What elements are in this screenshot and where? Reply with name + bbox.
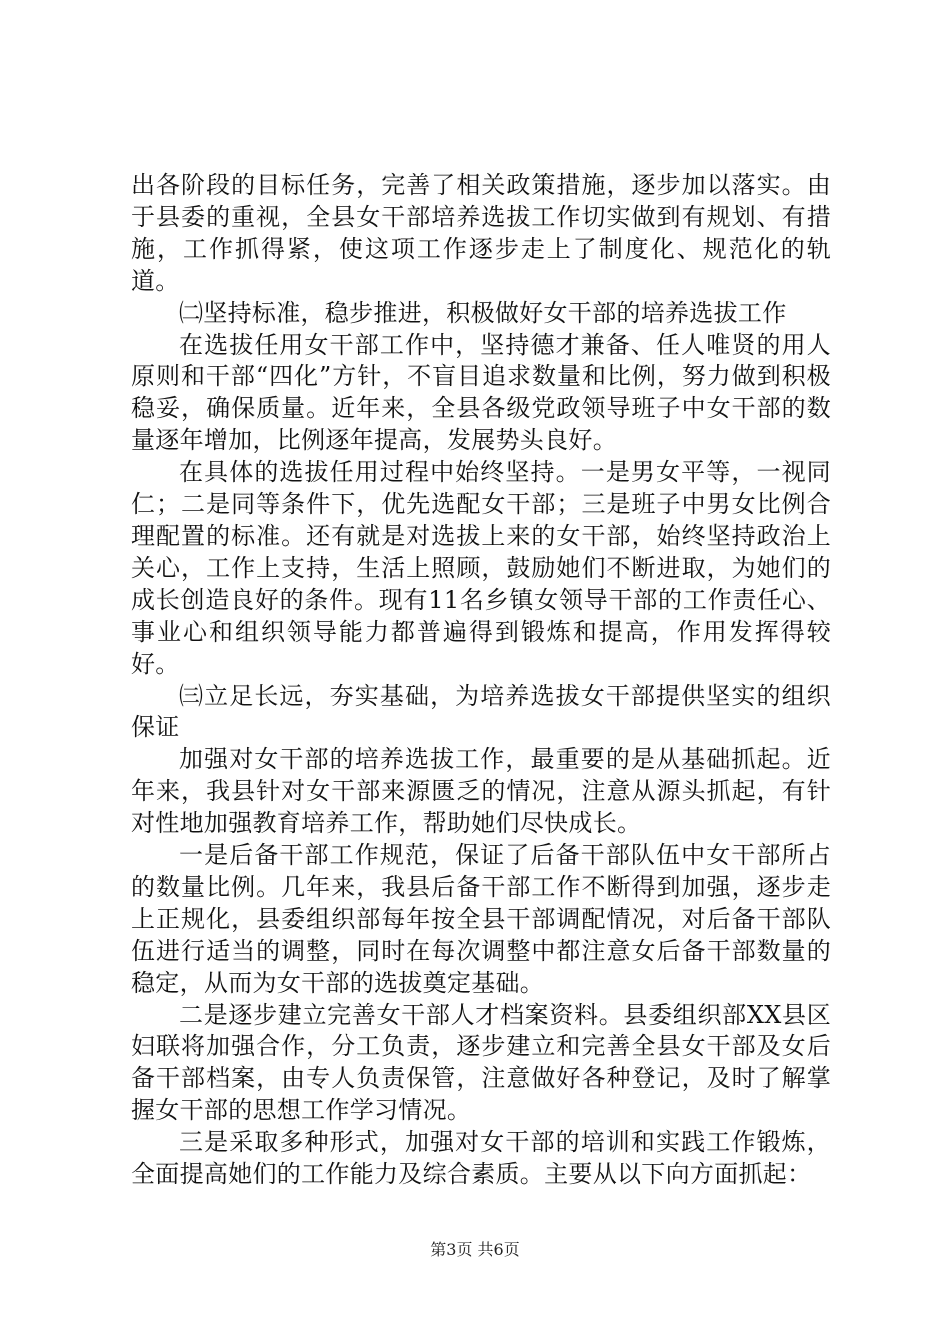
paragraph: 二是逐步建立完善女干部人才档案资料。县委组织部XX县区妇联将加强合作，分工负责，逐步建立和完善全县女干部及女后备干部档案，由专人负责保管，注意做好各种登记，及时了解掌握女干部的思想工作学习情况。 (131, 1000, 831, 1125)
section-heading-3: ㈢立足长远，夯实基础，为培养选拔女干部提供坚实的组织保证 (131, 681, 831, 742)
paragraph: 在具体的选拔任用过程中始终坚持。一是男女平等，一视同仁；二是同等条件下，优先选配女干部；三是班子中男女比例合理配置的标准。还有就是对选拔上来的女干部，始终坚持政治上关心，工作上支持，生活上照顾，鼓励她们不断进取，为她们的成长创造良好的条件。现有11名乡镇女领导干部的工作责任心、事业心和组织领导能力都普遍得到锻炼和提高，作用发挥得较好。 (131, 458, 831, 678)
paragraph: 三是采取多种形式，加强对女干部的培训和实践工作锻炼，全面提高她们的工作能力及综合素质。主要从以下向方面抓起： (131, 1128, 831, 1189)
paragraph: 在选拔任用女干部工作中，坚持德才兼备、任人唯贤的用人原则和干部“四化”方针，不盲目追求数量和比例，努力做到积极稳妥，确保质量。近年来，全县各级党政领导班子中女干部的数量逐年增加，比例逐年提高，发展势头良好。 (131, 330, 831, 455)
page-footer (0, 1240, 950, 1260)
paragraph-continuation: 出各阶段的目标任务，完善了相关政策措施，逐步加以落实。由于县委的重视，全县女干部培养选拔工作切实做到有规划、有措施，工作抓得紧，使这项工作逐步走上了制度化、规范化的轨道。 (131, 171, 831, 295)
paragraph: 加强对女干部的培养选拔工作，最重要的是从基础抓起。近年来，我县针对女干部来源匮乏的情况，注意从源头抓起，有针对性地加强教育培养工作，帮助她们尽快成长。 (131, 745, 831, 838)
page-number: 第3页 共6页 (430, 1240, 520, 1259)
document-body (131, 170, 831, 1191)
section-heading-2: ㈡坚持标准，稳步推进，积极做好女干部的培养选拔工作 (179, 298, 787, 327)
paragraph: 一是后备干部工作规范，保证了后备干部队伍中女干部所占的数量比例。几年来，我县后备干部工作不断得到加强，逐步走上正规化，县委组织部每年按全县干部调配情况，对后备干部队伍进行适当的调整，同时在每次调整中都注意女后备干部数量的稳定，从而为女干部的选拔奠定基础。 (131, 841, 831, 997)
